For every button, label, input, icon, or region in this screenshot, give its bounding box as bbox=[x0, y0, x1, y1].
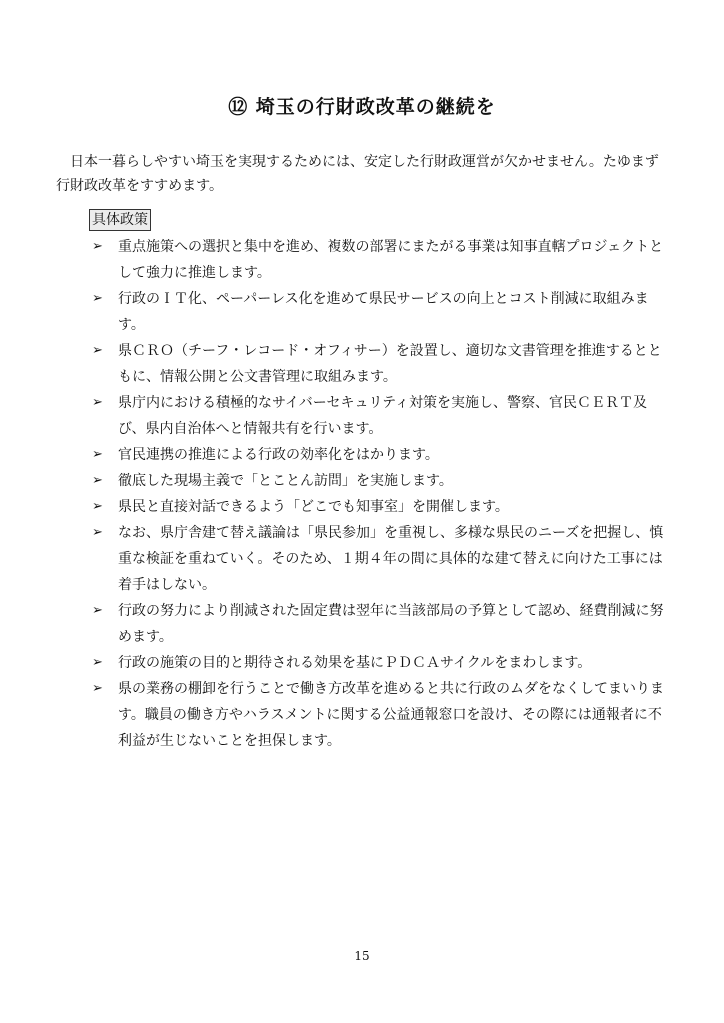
list-item-text: 県ＣＲＯ（チーフ・レコード・オフィサー）を設置し、適切な文書管理を推進するとともに、情報公開と公文書管理に取組みます。 bbox=[118, 343, 662, 385]
arrow-bullet-icon: ➢ bbox=[92, 655, 103, 670]
list-item-text: なお、県庁舎建て替え議論は「県民参加」を重視し、多様な県民のニーズを把握し、慎重な検証を重ねていく。そのため、１期４年の間に具体的な建て替えに向けた工事には着手はしない。 bbox=[118, 525, 664, 593]
list-item bbox=[90, 520, 666, 598]
list-item bbox=[90, 598, 666, 650]
arrow-bullet-icon: ➢ bbox=[92, 525, 103, 540]
page-title: ⑫ 埼玉の行財政改革の継続を bbox=[228, 96, 496, 118]
list-item bbox=[90, 390, 666, 442]
list-item-text: 県の業務の棚卸を行うことで働き方改革を進めると共に行政のムダをなくしてまいります。職員の働き方やハラスメントに関する公益通報窓口を設け、その際には通報者に不利益が生じないことを担保します。 bbox=[118, 681, 664, 749]
arrow-bullet-icon: ➢ bbox=[92, 343, 103, 358]
section-label: 具体政策 bbox=[89, 209, 151, 231]
arrow-bullet-icon: ➢ bbox=[92, 395, 103, 410]
list-item bbox=[90, 676, 666, 754]
arrow-bullet-icon: ➢ bbox=[92, 681, 103, 696]
list-item bbox=[90, 286, 666, 338]
list-item-text: 行政の施策の目的と期待される効果を基にＰＤＣＡサイクルをまわします。 bbox=[118, 655, 592, 671]
list-item-text: 重点施策への選択と集中を進め、複数の部署にまたがる事業は知事直轄プロジェクトとして強力に推進します。 bbox=[118, 239, 664, 281]
arrow-bullet-icon: ➢ bbox=[92, 447, 103, 462]
list-item bbox=[90, 234, 666, 286]
arrow-bullet-icon: ➢ bbox=[92, 291, 103, 306]
list-item bbox=[90, 442, 666, 468]
arrow-bullet-icon: ➢ bbox=[92, 239, 103, 254]
arrow-bullet-icon: ➢ bbox=[92, 603, 103, 618]
list-item-text: 官民連携の推進による行政の効率化をはかります。 bbox=[118, 447, 439, 463]
arrow-bullet-icon: ➢ bbox=[92, 499, 103, 514]
list-item-text: 行政の努力により削減された固定費は翌年に当該部局の予算として認め、経費削減に努めます。 bbox=[118, 603, 664, 645]
page-number: 15 bbox=[354, 949, 370, 963]
policy-list bbox=[90, 234, 666, 754]
list-item-text: 徹底した現場主義で「とことん訪問」を実施します。 bbox=[118, 473, 453, 489]
list-item bbox=[90, 650, 666, 676]
list-item bbox=[90, 338, 666, 390]
list-item bbox=[90, 494, 666, 520]
arrow-bullet-icon: ➢ bbox=[92, 473, 103, 488]
list-item bbox=[90, 468, 666, 494]
list-item-text: 県庁内における積極的なサイバーセキュリティ対策を実施し、警察、官民ＣＥＲＴ及び、県内自治体へと情報共有を行います。 bbox=[118, 395, 648, 437]
list-item-text: 行政のＩＴ化、ペーパーレス化を進めて県民サービスの向上とコスト削減に取組みます。 bbox=[118, 291, 649, 333]
intro-paragraph: 日本一暮らしやすい埼玉を実現するためには、安定した行財政運営が欠かせません。たゆまず行財政改革をすすめます。 bbox=[56, 154, 659, 194]
list-item-text: 県民と直接対話できるよう「どこでも知事室」を開催します。 bbox=[118, 499, 509, 515]
